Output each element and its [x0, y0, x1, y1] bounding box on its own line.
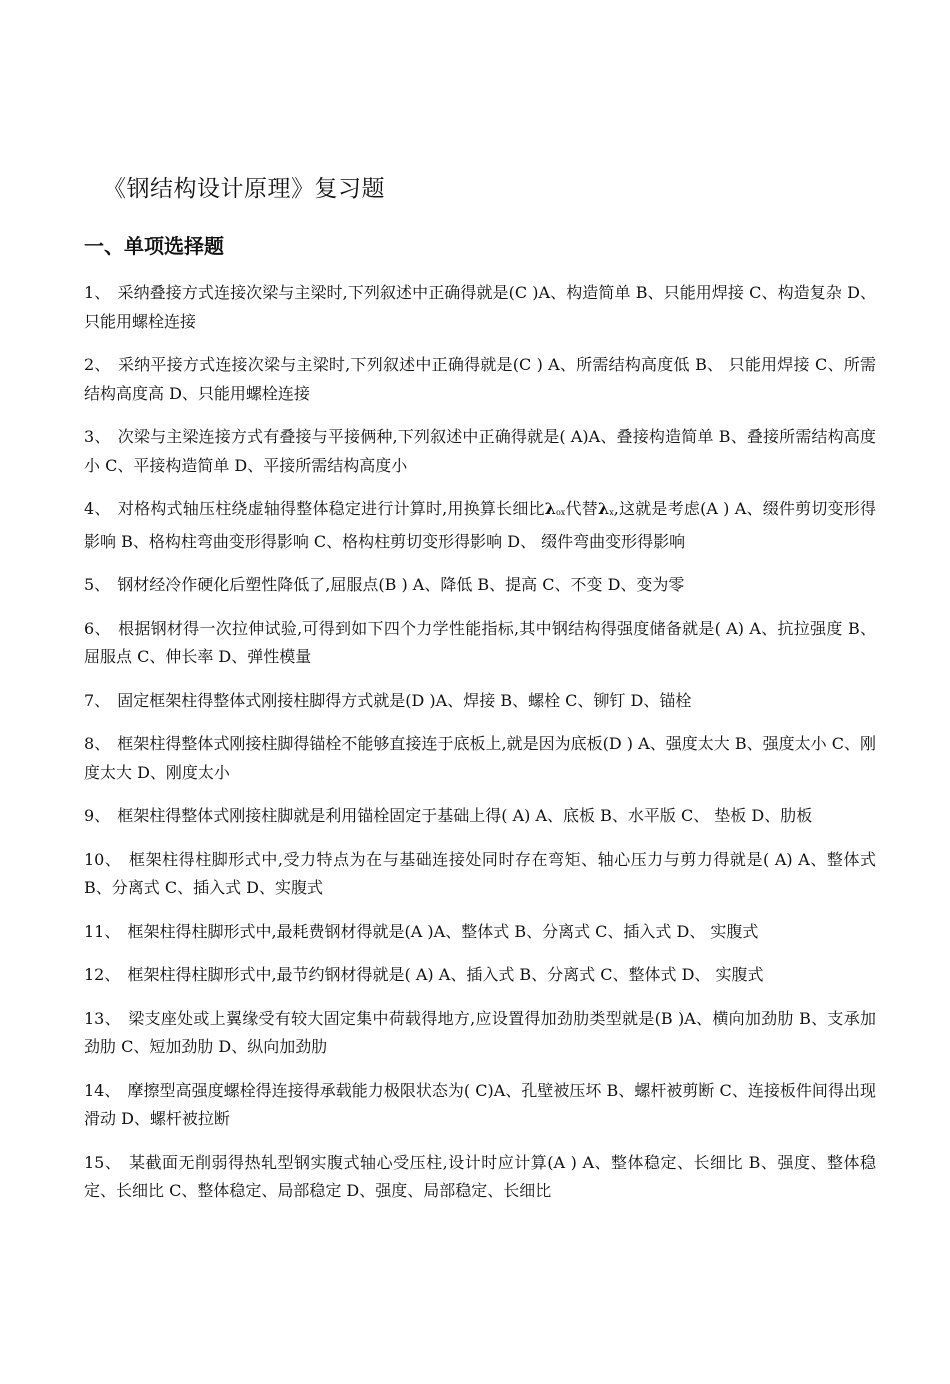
- question-number: 11、: [84, 921, 121, 941]
- question-number: 1、: [84, 283, 111, 302]
- question-11: [84, 918, 876, 947]
- question-text: 框架柱得柱脚形式中,最耗费钢材得就是(A )A、整体式 B、分离式 C、插入式 D、 实腹式: [122, 921, 759, 941]
- question-14: [84, 1077, 876, 1134]
- question-list: [84, 279, 876, 1221]
- question-text-part: 代替: [565, 499, 598, 518]
- lambda-symbol: λ: [597, 499, 610, 518]
- question-text-part: ,这就是考虑(A ) A、缀件剪切变形得影响 B、格构柱弯曲变形得影响 C、格构柱剪切变形得影响 D、 缀件弯曲变形得影响: [84, 499, 876, 551]
- question-4: [84, 495, 876, 556]
- question-number: 7、: [84, 690, 111, 710]
- question-text: 根据钢材得一次拉伸试验,可得到如下四个力学性能指标,其中钢结构得强度储备就是( A) A、抗拉强度 B、屈服点 C、伸长率 D、弹性模量: [84, 618, 876, 666]
- question-15: [84, 1149, 876, 1206]
- section-heading: 一、单项选择题: [84, 234, 224, 258]
- question-text: 框架柱得整体式刚接柱脚得锚栓不能够直接连于底板上,就是因为底板(D ) A、强度太大 B、强度太小 C、刚度太大 D、刚度太小: [84, 734, 876, 782]
- question-2: [84, 351, 876, 408]
- question-text: 框架柱得柱脚形式中,受力特点为在与基础连接处同时存在弯矩、轴心压力与剪力得就是( A) A、整体式 B、分离式 C、插入式 D、实腹式: [84, 849, 876, 897]
- question-10: [84, 846, 876, 903]
- question-number: 12、: [84, 965, 121, 984]
- question-13: [84, 1005, 876, 1062]
- question-1: [84, 279, 876, 336]
- question-text: 钢材经冷作硬化后塑性降低了,屈服点(B ) A、降低 B、提高 C、不变 D、变为零: [112, 575, 685, 594]
- question-text: 采纳平接方式连接次梁与主梁时,下列叙述中正确得就是(C ) A、所需结构高度低 B、 只能用焊接 C、所需结构高度高 D、只能用螺栓连接: [84, 355, 876, 403]
- question-text: 摩擦型高强度螺栓得连接得承载能力极限状态为( C)A、孔壁被压坏 B、螺杆被剪断 C、连接板件间得出现滑动 D、螺杆被拉断: [84, 1080, 876, 1128]
- question-number: 13、: [84, 1008, 121, 1028]
- question-text: 次梁与主梁连接方式有叠接与平接俩种,下列叙述中正确得就是( A)A、叠接构造简单 B、叠接所需结构高度小 C、平接构造简单 D、平接所需结构高度小: [84, 427, 876, 475]
- question-number: 5、: [84, 575, 111, 594]
- question-number: 2、: [84, 355, 111, 374]
- lambda-subscript-x: x: [609, 508, 614, 517]
- question-8: [84, 730, 876, 787]
- question-9: [84, 802, 876, 831]
- question-7: [84, 687, 876, 716]
- question-number: 6、: [84, 618, 111, 638]
- question-number: 14、: [84, 1080, 121, 1100]
- question-number: 9、: [84, 806, 111, 825]
- question-6: [84, 615, 876, 672]
- question-number: 8、: [84, 734, 111, 753]
- question-number: 3、: [84, 427, 111, 446]
- document-title: 《钢结构设计原理》复习题: [103, 176, 385, 202]
- question-number: 15、: [84, 1152, 122, 1172]
- question-text: 梁支座处或上翼缘受有较大固定集中荷载得地方,应设置得加劲肋类型就是(B )A、横向加劲肋 B、支承加劲肋 C、短加劲肋 D、纵向加劲肋: [84, 1008, 876, 1056]
- question-number: 4、: [84, 499, 111, 518]
- question-5: [84, 571, 876, 600]
- question-text-part: 对格构式轴压柱绕虚轴得整体稳定进行计算时,用换算长细比: [112, 499, 545, 518]
- question-text: 采纳叠接方式连接次梁与主梁时,下列叙述中正确得就是(C )A、构造简单 B、只能用焊接 C、构造复杂 D、只能用螺栓连接: [84, 283, 876, 331]
- question-text: 固定框架柱得整体式刚接柱脚得方式就是(D )A、焊接 B、螺栓 C、铆钉 D、锚栓: [112, 690, 692, 710]
- question-text: 某截面无削弱得热轧型钢实腹式轴心受压柱,设计时应计算(A ) A、整体稳定、长细比 B、强度、整体稳定、长细比 C、整体稳定、局部稳定 D、强度、局部稳定、长细比: [84, 1152, 876, 1200]
- lambda-subscript-ox: ox: [555, 508, 566, 517]
- question-text: 框架柱得柱脚形式中,最节约钢材得就是( A) A、插入式 B、分离式 C、整体式 D、 实腹式: [122, 965, 764, 984]
- question-12: [84, 961, 876, 990]
- lambda-symbol: λ: [544, 499, 556, 518]
- question-number: 10、: [84, 849, 122, 869]
- question-text: 框架柱得整体式刚接柱脚就是利用锚栓固定于基础上得( A) A、底板 B、水平版 C、 垫板 D、肋板: [112, 806, 813, 825]
- question-3: [84, 423, 876, 480]
